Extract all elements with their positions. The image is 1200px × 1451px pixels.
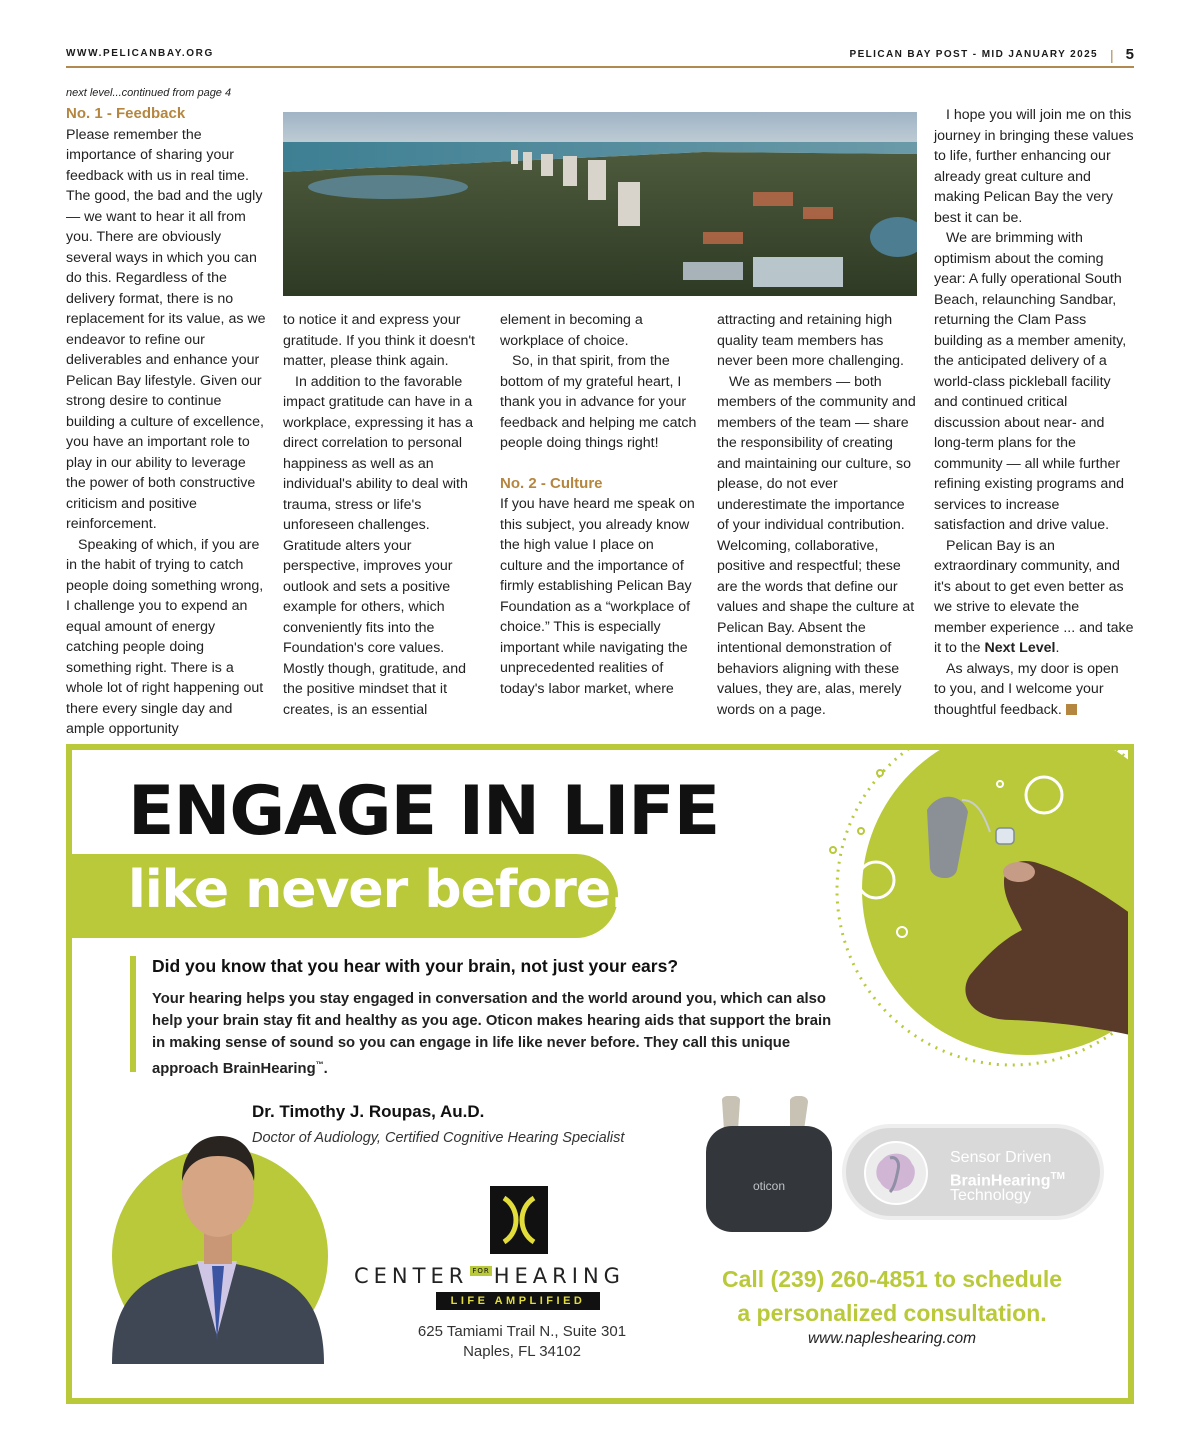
paragraph: I hope you will join me on this journey in bringing these values to life, further enhancing our already great culture and making Pelican Bay the very best it can be. [934,107,1134,226]
brain-icon [860,1140,932,1206]
badge-line-3: Technology [950,1187,1031,1204]
doctor-name: Dr. Timothy J. Roupas, Au.D. [252,1102,485,1121]
end-mark-icon [1066,704,1077,715]
next-level-emphasis: Next Level [984,640,1056,656]
charger-brand-label: oticon [752,1179,786,1193]
logo-tagline: LIFE AMPLIFIED [436,1292,600,1310]
paragraph: to notice it and express your gratitude. If you think it doesn't matter, please think again. [283,312,475,369]
continued-note: next level...continued from page 4 [66,87,232,99]
address-line-1: 625 Tamiami Trail N., Suite 301 [417,1323,627,1340]
badge-brainhearing: BrainHearing [950,1172,1051,1190]
article-column-1 [66,86,266,740]
paragraph: So, in that spirit, from the bottom of my grateful heart, I thank you in advance for your feedback and helping me catch people doing things right! [500,353,697,451]
ad-question: Did you know that you hear with your brain, not just your ears? [152,956,679,976]
address-line-2: Naples, FL 34102 [463,1343,581,1360]
header-rule [66,66,1134,68]
section-heading-feedback: No. 1 - Feedback [66,105,186,122]
wordmark-hearing: HEARING [493,1264,625,1288]
aerial-photo-graphic [283,112,917,296]
paragraph: Speaking of which, if you are in the habit of trying to catch people doing something wrong, I challenge you to expend an equal amount of energy catching people doing something right. There is a whole lot of right happening out there every single day and ample opportunity [66,536,264,737]
ad-subheadline: like never before. [128,860,629,920]
paragraph: We are brimming with optimism about the coming year: A fully operational South Beach, relaunching Sandbar, returning the Clam Pass building as a member amenity, the anticipated delivery of a world-class pickleball facility and continued critical discussion about near- and long-term plans for the community — all while further refining existing programs and services to increase satisfaction and drive value. [934,230,1127,533]
ad-body-main: Your hearing helps you stay engaged in conversation and the world around you, which can also help your brain stay fit and healthy as you age. Oticon makes hearing aids that support the brain in making sense of sound so you can engage in life like never before. They call this unique approach BrainHearing [152,991,832,1077]
ad-body-text [152,988,832,1080]
article-column-3 [500,310,700,699]
paragraph [934,659,1134,721]
call-line-1[interactable]: Call (239) 260-4851 to schedule [721,1266,1063,1292]
paragraph-text: Pelican Bay is an extraordinary community, and it's about to get even better as we strive to elevate the member experience ... and take it to the [934,537,1134,656]
hearing-advertisement [66,744,1134,1404]
ad-headline: ENGAGE IN LIFE [128,772,720,851]
paragraph: Please remember the importance of sharing your feedback with us in real time. The good, the bad and the ugly — we want to hear it all from you. There are obviously several ways in which you can do this. Regardless of the delivery format, there is no replacement for its value, as we endeavor to refine our deliverables and enhance your Pelican Bay lifestyle. Given our strong desire to continue building a culture of excellence, you have an important role to play in our ability to leverage the power of both constructive criticism and positive reinforcement. [66,126,266,532]
call-line-2: a personalized consultation. [737,1300,1047,1326]
trademark-symbol: ™ [315,1060,324,1069]
page-number: 5 [1125,46,1134,63]
page-header [66,46,1134,66]
hearing-aid-charger [700,1096,840,1236]
article-column-2 [283,310,483,720]
publication-name: PELICAN BAY POST - MID JANUARY 2025 [849,49,1099,60]
aerial-photo-pelican-bay [283,112,917,296]
center-for-hearing-wordmark [354,1264,625,1288]
header-right [850,46,1134,63]
wordmark-center: CENTER [354,1264,469,1288]
section-heading-culture: No. 2 - Culture [500,474,603,492]
wordmark-for: FOR [472,1267,490,1275]
brainhearing-badge [842,1124,1104,1220]
article-column-4 [717,310,917,720]
site-url[interactable]: WWW.PELICANBAY.ORG [66,48,214,59]
paragraph: attracting and retaining high quality team members has never been more challenging. [717,312,904,369]
ad-body-end: . [323,1060,328,1077]
paragraph-text: As always, my door is open to you, and I welcome your thoughtful feedback. [934,660,1119,718]
doctor-credentials: Doctor of Audiology, Certified Cognitive Hearing Specialist [252,1130,625,1146]
quote-accent-bar [130,956,136,1072]
paragraph: If you have heard me speak on this subject, you already know the high value I place on culture and the importance of firmly establishing Pelican Bay Foundation as a “workplace of choice.” This is especially important while navigating the unprecedented realities of today's labor market, where [500,496,695,697]
clinic-address [372,1322,672,1362]
paragraph: In addition to the favorable impact gratitude can have in a workplace, expressing it has a direct correlation to personal happiness as well as an individual's ability to deal with trauma, stress or life's unforeseen challenges. Gratitude alters your perspective, improves your outlook and sets a positive example for others, which conveniently fits into the Foundation's core values. Mostly though, gratitude, and the positive mindset that it creates, is an essential [283,373,474,718]
header-separator: | [1110,46,1114,63]
center-for-hearing-logo-mark [490,1186,548,1254]
paragraph: We as members — both members of the community and members of the team — share the responsibility of creating and maintaining our culture, so please, do not ever underestimate the importance of your individual contribution. Welcoming, collaborative, positive and respectful; these are the words that define our values and shape the culture at Pelican Bay. Absent the intentional demonstration of behaviors aligning with these values, they are, alas, merely words on a page. [717,373,916,718]
badge-line-1: Sensor Driven [950,1149,1052,1166]
call-to-action [692,1262,1092,1330]
paragraph-text-end: . [1055,640,1060,656]
paragraph [934,536,1134,659]
article-column-5 [934,105,1134,720]
badge-trademark: TM [1050,1171,1065,1182]
paragraph: element in becoming a workplace of choice. [500,312,643,349]
website-link[interactable]: www.napleshearing.com [807,1330,976,1347]
